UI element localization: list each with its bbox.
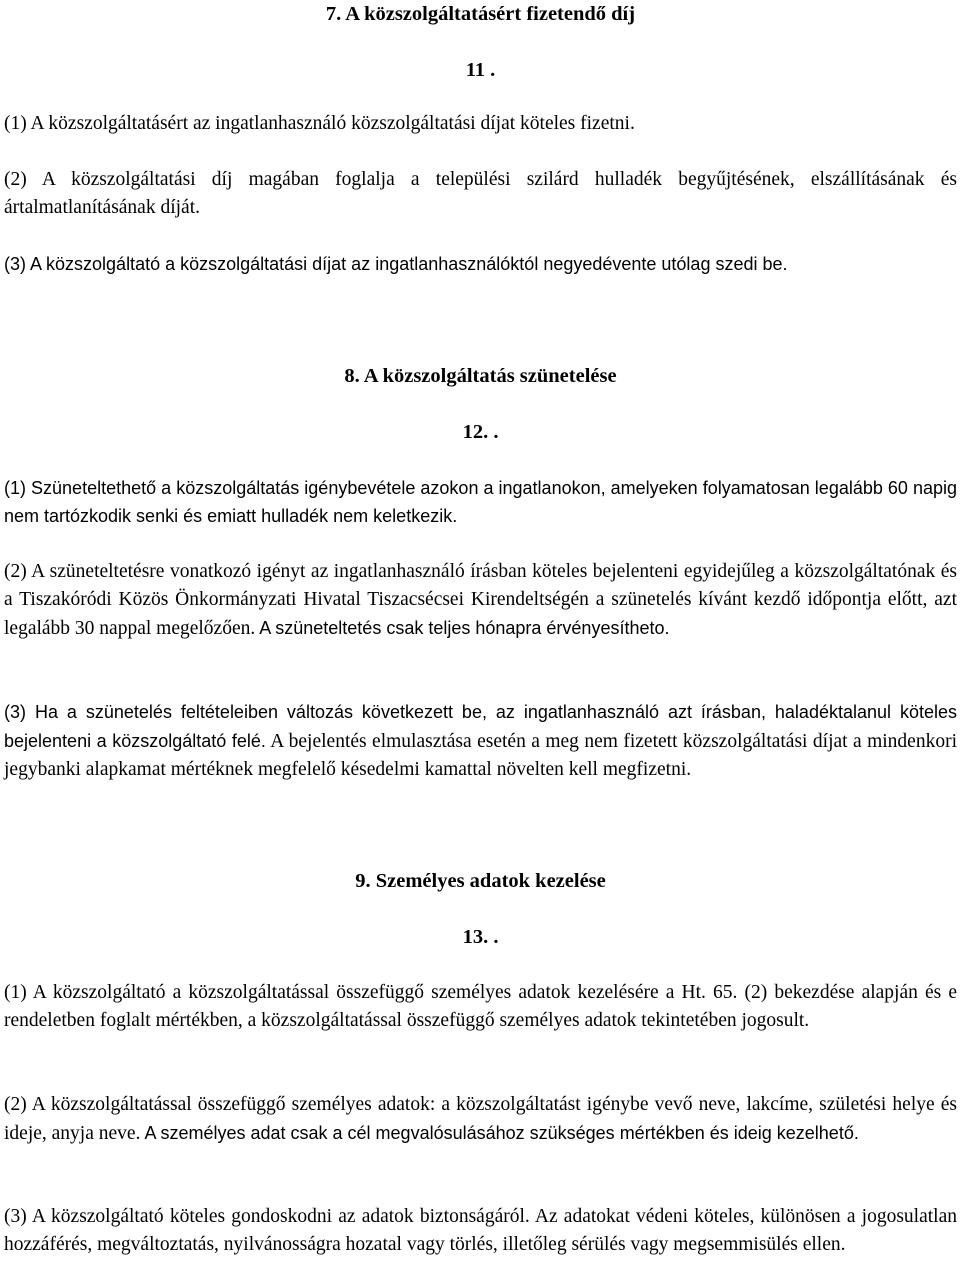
- section-heading-7: 7. A közszolgáltatásért fizetendő díj: [325, 3, 636, 25]
- section8-paragraph-3-part-2: A bejelentés elmulasztása esetén a meg nem fizetett közszolgáltatási díjat a mindenkori jegybanki alapkamat mértéknek megfelelő késedelmi kamattal növelten kell megfizetni.: [4, 731, 957, 780]
- section9-paragraph-2: [4, 1091, 957, 1148]
- section8-paragraph-3: [4, 698, 957, 784]
- section8-paragraph-3-part-1: (3) Ha a szünetelés feltételeiben változás következett be, az ingatlanhasználó azt írásban, haladéktalanul köteles bejelenteni a közszolgáltató felé.: [4, 702, 957, 751]
- section7-paragraph-1: (1) A közszolgáltatásért az ingatlanhasználó közszolgáltatási díjat köteles fizetni.: [4, 113, 635, 134]
- section8-paragraph-1: (1) Szüneteltethető a közszolgáltatás igénybevétele azokon a ingatlanokon, amelyeken folyamatosan legalább 60 napig nem tartózkodik senki és emiatt hulladék nem keletkezik.: [4, 478, 957, 526]
- paragraph-sign-13: 13. .: [462, 926, 499, 948]
- section8-paragraph-2: [4, 558, 957, 643]
- section7-paragraph-3: (3) A közszolgáltató a közszolgáltatási díjat az ingatlanhasználóktól negyedévente utólag szedi be.: [4, 254, 788, 274]
- section9-paragraph-3: (3) A közszolgáltató köteles gondoskodni az adatok biztonságáról. Az adatokat védeni köteles, különösen a jogosulatlan hozzáférés, megváltoztatás, nyilvánosságra hozatal vagy törlés, illetőleg sérülés vagy megsemmisülés ellen.: [4, 1206, 957, 1255]
- section9-paragraph-1: (1) A közszolgáltató a közszolgáltatással összefüggő személyes adatok kezelésére a Ht. 65. (2) bekezdése alapján és e rendeletben foglalt mértékben, a közszolgáltatással összefüggő személyes adatok tekintetében jogosult.: [4, 982, 957, 1031]
- section9-paragraph-2-part-2: A személyes adat csak a cél megvalósulásához szükséges mértékben és ideig kezelhető.: [140, 1123, 859, 1143]
- section8-paragraph-2-part-2: A szüneteltetés csak teljes hónapra érvényesítheto.: [255, 618, 670, 638]
- paragraph-sign-11: 11 .: [465, 59, 496, 81]
- section7-paragraph-2: (2) A közszolgáltatási díj magában foglalja a települési szilárd hulladék begyűjtésének, elszállításának és ártalmatlanításának díját.: [4, 169, 957, 218]
- section9-paragraph-2-part-1: (2) A közszolgáltatással összefüggő személyes adatok: a közszolgáltatást igénybe vevő neve, lakcíme, születési helye és ideje, anyja neve.: [4, 1094, 957, 1144]
- paragraph-sign-12: 12. .: [462, 421, 499, 443]
- section-heading-9: 9. Személyes adatok kezelése: [355, 870, 606, 892]
- section-heading-8: 8. A közszolgáltatás szünetelése: [344, 365, 617, 387]
- section8-paragraph-2-part-1: (2) A szüneteltetésre vonatkozó igényt az ingatlanhasználó írásban köteles bejelenteni egyidejűleg a közszolgáltatónak és a Tiszakóródi Közös Önkormányzati Hivatal Tiszacsécsei Kirendeltségén a szünetelés kívánt kezdő időpontja előtt, azt legalább 30 nappal megelőzően.: [4, 561, 957, 639]
